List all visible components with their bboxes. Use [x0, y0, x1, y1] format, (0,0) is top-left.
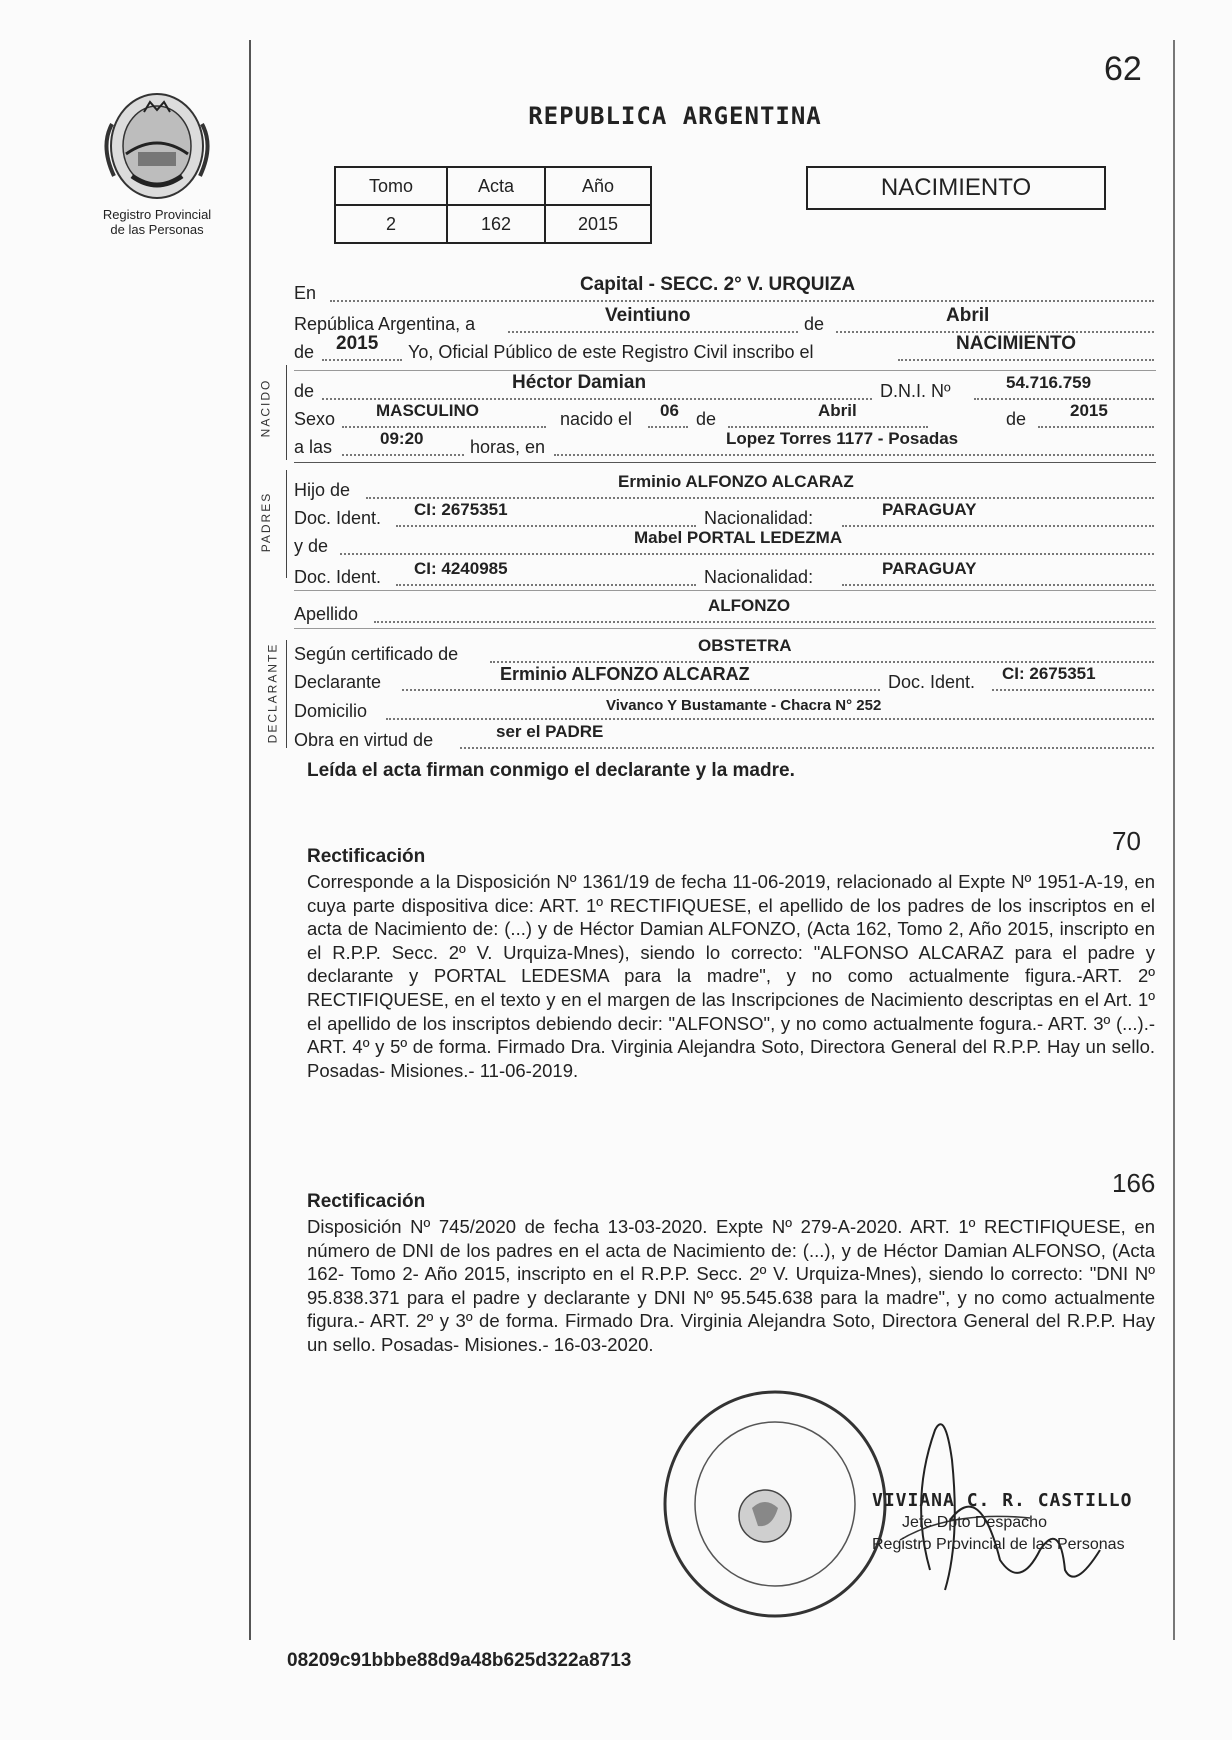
obra-value: ser el PADRE — [496, 722, 604, 741]
rectification-1-number: 70 — [1112, 826, 1141, 856]
field-row-inscribo — [294, 333, 1154, 366]
nacido-bracket — [286, 365, 287, 460]
official-stamp — [872, 1490, 1132, 1556]
tipo-value: NACIMIENTO — [956, 333, 1076, 354]
domicilio-label: Domicilio — [294, 701, 368, 721]
obra-label: Obra en virtud de — [294, 730, 434, 750]
stamp-role: Jefe Dpto Despacho — [902, 1514, 1047, 1531]
padre-nac-value: PARAGUAY — [882, 500, 977, 519]
inscribo-label: Yo, Oficial Público de este Registro Civil inscribo el — [408, 342, 814, 362]
anio-value: 2015 — [545, 205, 651, 243]
separator — [294, 628, 1156, 629]
yde-label: y de — [294, 536, 329, 556]
de-label: de — [294, 381, 315, 401]
hora-value: 09:20 — [380, 429, 424, 448]
anio-header: Año — [545, 167, 651, 205]
horas-en-label: horas, en — [470, 437, 546, 457]
padre-doc-value: CI: 2675351 — [414, 500, 508, 519]
nacionalidad-label: Nacionalidad: — [704, 567, 814, 587]
province-emblem-logo — [92, 84, 222, 214]
alas-label: a las — [294, 437, 333, 457]
document-hash: 08209c91bbbe88d9a48b625d322a8713 — [287, 1650, 632, 1671]
rectification-1-text: Corresponde a la Disposición Nº 1361/19 de fecha 11-06-2019, relacionado al Expte Nº 1951-A-19, en cuya parte dispositiva dice: ART. 1º RECTIFIQUESE, el apellido de los padres de los inscriptos en el acta de Nacimiento de: (...) y de Héctor Damian ALFONZO, (Acta 162, Tomo 2, Año 2015, inscripto en el R.P.P. Secc. 2º V. Urquiza-Mnes), siendo lo correcto: "ALFONSO ALCARAZ para el padre y declarante y PORTAL LEDESMA para la madre", y no como actualmente figura.-ART. 2º RECTIFIQUESE, en el texto y en el margen de las Inscripciones de Nacimiento descriptas en el Art. 1º el apellido de los inscriptos debiendo decir: "ALFONSO", y no como actualmente fogura.- ART. 3º (...).- ART. 4º y 5º de forma. Firmado Dra. Virginia Alejandra Soto, Directora General del R.P.P. Hay un sello. Posadas- Misiones.- 11-06-2019. — [307, 871, 1155, 1081]
dni-label: D.N.I. Nº — [880, 381, 951, 401]
dia-texto-value: Veintiuno — [605, 305, 691, 326]
republica-label: República Argentina, a — [294, 314, 476, 334]
stamp-name: VIVIANA C. R. CASTILLO — [872, 1490, 1133, 1511]
mes-nac-value: Abril — [818, 401, 857, 420]
doc-ident-label: Doc. Ident. — [888, 672, 976, 692]
domicilio-value: Vivanco Y Bustamante - Chacra N° 252 — [606, 697, 882, 714]
de-label: de — [696, 409, 717, 429]
field-row-en — [294, 274, 1154, 307]
rectification-2-title: Rectificación — [307, 1191, 426, 1212]
separator — [294, 462, 1156, 463]
lugar-value: Lopez Torres 1177 - Posadas — [726, 429, 959, 448]
mes-texto-value: Abril — [946, 305, 990, 326]
logo-caption-line1: Registro Provincial — [102, 207, 212, 222]
acta-value: 162 — [447, 205, 545, 243]
padres-bracket — [286, 470, 287, 578]
declarante-doc-value: CI: 2675351 — [1002, 664, 1096, 683]
rectification-1-title: Rectificación — [307, 846, 426, 867]
field-row-madre-doc — [294, 559, 1154, 591]
apellido-value: ALFONZO — [708, 596, 791, 615]
official-seal — [660, 1388, 890, 1620]
field-row-hora — [294, 429, 1154, 461]
logo-caption — [84, 207, 230, 237]
declarante-bracket — [286, 640, 287, 748]
anio-nac-value: 2015 — [1070, 401, 1108, 420]
declarante-value: Erminio ALFONZO ALCARAZ — [500, 664, 750, 684]
rectification-2-number: 166 — [1112, 1168, 1156, 1198]
side-label-declarante: DECLARANTE — [265, 642, 280, 744]
field-row-obra — [294, 722, 1154, 754]
left-margin-line — [249, 40, 251, 1640]
sexo-label: Sexo — [294, 409, 336, 429]
apellido-label: Apellido — [294, 604, 359, 624]
madre-value: Mabel PORTAL LEDEZMA — [634, 528, 843, 547]
rectification-2-text: Disposición Nº 745/2020 de fecha 13-03-2020. Expte Nº 279-A-2020. ART. 1º RECTIFIQUESE, en número de DNI de los padres en el acta de Nacimiento de: (...), y de Héctor Damian ALFONSO, (Acta 162- Tomo 2- Año 2015, inscripto en el R.P.P. Secc. 2º V. Urquiza-Mnes), siendo lo correcto: "DNI Nº 95.838.371 para el padre y declarante y DNI Nº 95.545.638 para la madre", y no como actualmente figura.- ART. 2º y 3º de forma. Firmado Dra. Virginia Alejandra Soto, Directora General del R.P.P. Hay un sello. Posadas- Misiones.- 16-03-2020. — [307, 1216, 1155, 1355]
hijo-label: Hijo de — [294, 480, 351, 500]
madre-nac-value: PARAGUAY — [882, 559, 977, 578]
dni-value: 54.716.759 — [1006, 373, 1092, 392]
record-type-box: NACIMIENTO — [806, 166, 1106, 210]
place-value: Capital - SECC. 2° V. URQUIZA — [580, 274, 856, 295]
certificado-label: Según certificado de — [294, 644, 459, 664]
declarante-label: Declarante — [294, 672, 382, 692]
doc-ident-label: Doc. Ident. — [294, 567, 382, 587]
tomo-value: 2 — [335, 205, 447, 243]
certificado-value: OBSTETRA — [698, 636, 792, 655]
sexo-value: MASCULINO — [376, 401, 479, 420]
de-label: de — [804, 314, 825, 334]
side-label-nacido: NACIDO — [258, 378, 273, 438]
signature-note: Leída el acta firman conmigo el declarante y la madre. — [307, 760, 795, 781]
field-row-domicilio — [294, 697, 1154, 725]
nombre-value: Héctor Damian — [512, 372, 647, 393]
tomo-header: Tomo — [335, 167, 447, 205]
padre-value: Erminio ALFONZO ALCARAZ — [618, 472, 854, 491]
logo-caption-line2: de las Personas — [110, 222, 204, 237]
anio-texto-value: 2015 — [336, 333, 379, 354]
separator — [294, 590, 1156, 591]
nacido-label: nacido el — [560, 409, 633, 429]
de-label: de — [294, 342, 315, 362]
acta-header: Acta — [447, 167, 545, 205]
nacionalidad-label: Nacionalidad: — [704, 508, 814, 528]
doc-ident-label: Doc. Ident. — [294, 508, 382, 528]
en-label: En — [294, 283, 317, 303]
dia-nac-value: 06 — [660, 401, 679, 420]
side-label-padres: PADRES — [259, 491, 274, 553]
country-title: REPUBLICA ARGENTINA — [528, 102, 822, 130]
stamp-office: Registro Provincial de las Personas — [872, 1536, 1125, 1553]
field-row-apellido — [294, 596, 1154, 628]
madre-doc-value: CI: 4240985 — [414, 559, 508, 578]
record-reference-table — [334, 166, 652, 244]
page-number: 62 — [1104, 50, 1142, 88]
right-margin-line — [1173, 40, 1175, 1640]
de-label: de — [1006, 409, 1027, 429]
